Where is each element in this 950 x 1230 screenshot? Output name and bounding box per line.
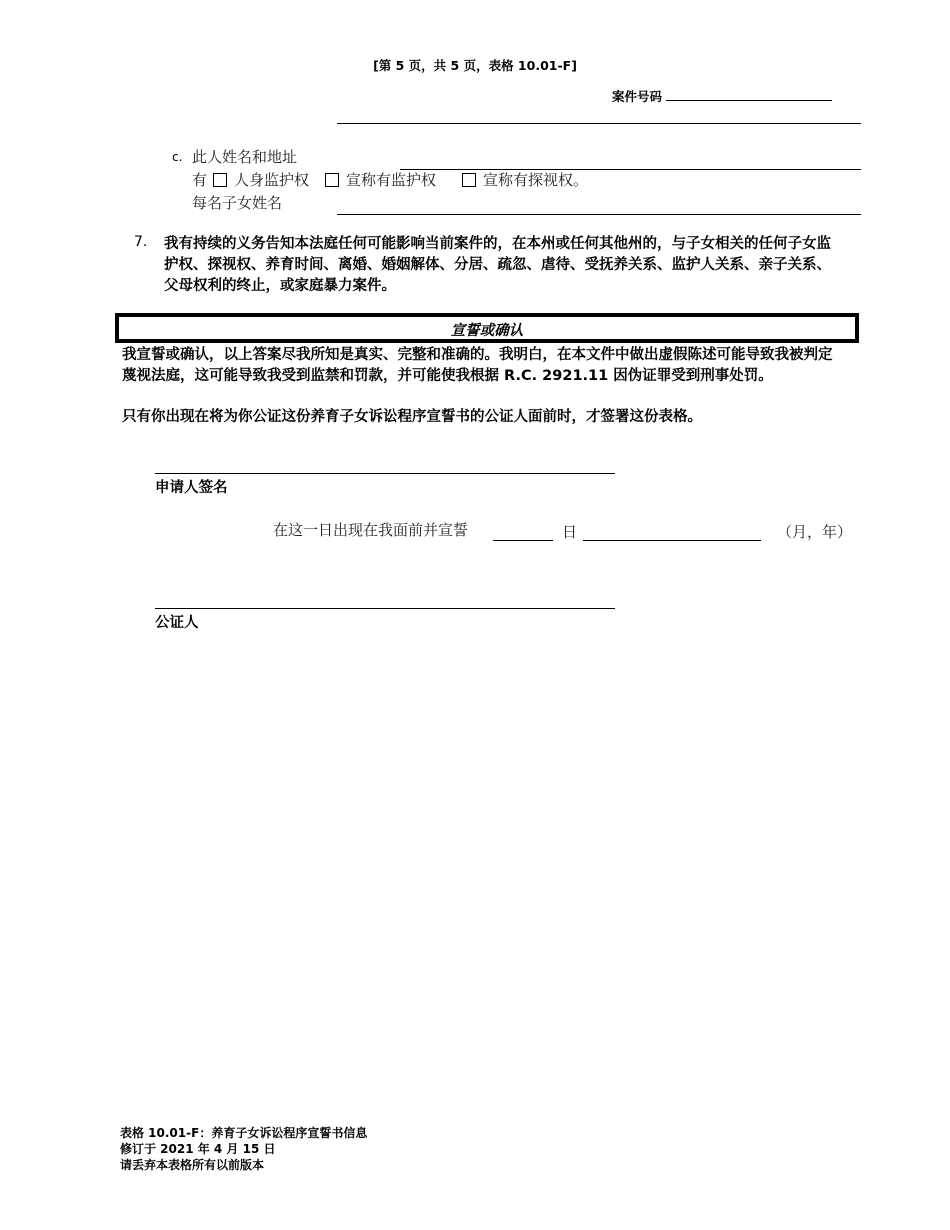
oath-title: 宣誓或确认: [450, 323, 524, 339]
day-field[interactable]: [493, 540, 553, 541]
item7-number: 7.: [134, 234, 148, 250]
claimed-custody-checkbox[interactable]: [325, 173, 339, 187]
children-names-field[interactable]: [337, 214, 861, 215]
name-address-label: 此人姓名和地址: [192, 148, 298, 166]
petitioner-signature-label: 申请人签名: [155, 480, 228, 496]
footer-form-title: 表格 10.01-F：养育子女诉讼程序宣誓书信息: [120, 1126, 368, 1140]
physical-custody-label: 人身监护权: [234, 171, 310, 189]
claimed-visitation-label: 宣称有探视权。: [483, 171, 589, 189]
oath-instruction: 只有你出现在将为你公证这份养育子女诉讼程序宣誓书的公证人面前时，才签署这份表格。: [122, 409, 702, 425]
petitioner-signature-field[interactable]: [155, 473, 615, 474]
top-rule: [337, 123, 861, 124]
name-address-field[interactable]: [400, 169, 861, 170]
claimed-visitation-checkbox[interactable]: [462, 173, 476, 187]
case-number-field[interactable]: [666, 100, 832, 101]
section-c-letter: c.: [172, 150, 183, 164]
footer-discard-notice: 请丢弃本表格所有以前版本: [120, 1158, 265, 1172]
claimed-custody-label: 宣称有监护权: [346, 171, 437, 189]
children-names-label: 每名子女姓名: [192, 194, 283, 212]
month-year-label: （月，年）: [777, 523, 853, 541]
physical-custody-checkbox[interactable]: [213, 173, 227, 187]
has-label: 有: [192, 171, 208, 189]
item7-text: 我有持续的义务告知本法庭任何可能影响当前案件的，在本州或任何其他州的，与子女相关的任何子女监护权、探视权、养育时间、离婚、婚姻解体、分居、疏忽、虐待、受抚养关系、监护人关系、亲子关系、父母权利的终止，或家庭暴力案件。: [164, 236, 831, 294]
sworn-text: 在这一日出现在我面前并宣誓: [273, 521, 469, 539]
notary-signature-field[interactable]: [155, 608, 615, 609]
footer-revision-date: 修订于 2021 年 4 月 15 日: [120, 1142, 276, 1156]
case-number-label: 案件号码: [612, 89, 663, 104]
oath-text: 我宣誓或确认，以上答案尽我所知是真实、完整和准确的。我明白，在本文件中做出虚假陈述可能导致我被判定蔑视法庭，这可能导致我受到监禁和罚款，并可能使我根据 R.C. 2921.11 因伪证罪受到刑事处罚。: [122, 347, 833, 384]
notary-label: 公证人: [155, 615, 199, 631]
page-indicator: [第 5 页，共 5 页，表格 10.01-F]: [373, 58, 577, 73]
month-year-field[interactable]: [583, 540, 761, 541]
day-label: 日: [562, 523, 578, 541]
